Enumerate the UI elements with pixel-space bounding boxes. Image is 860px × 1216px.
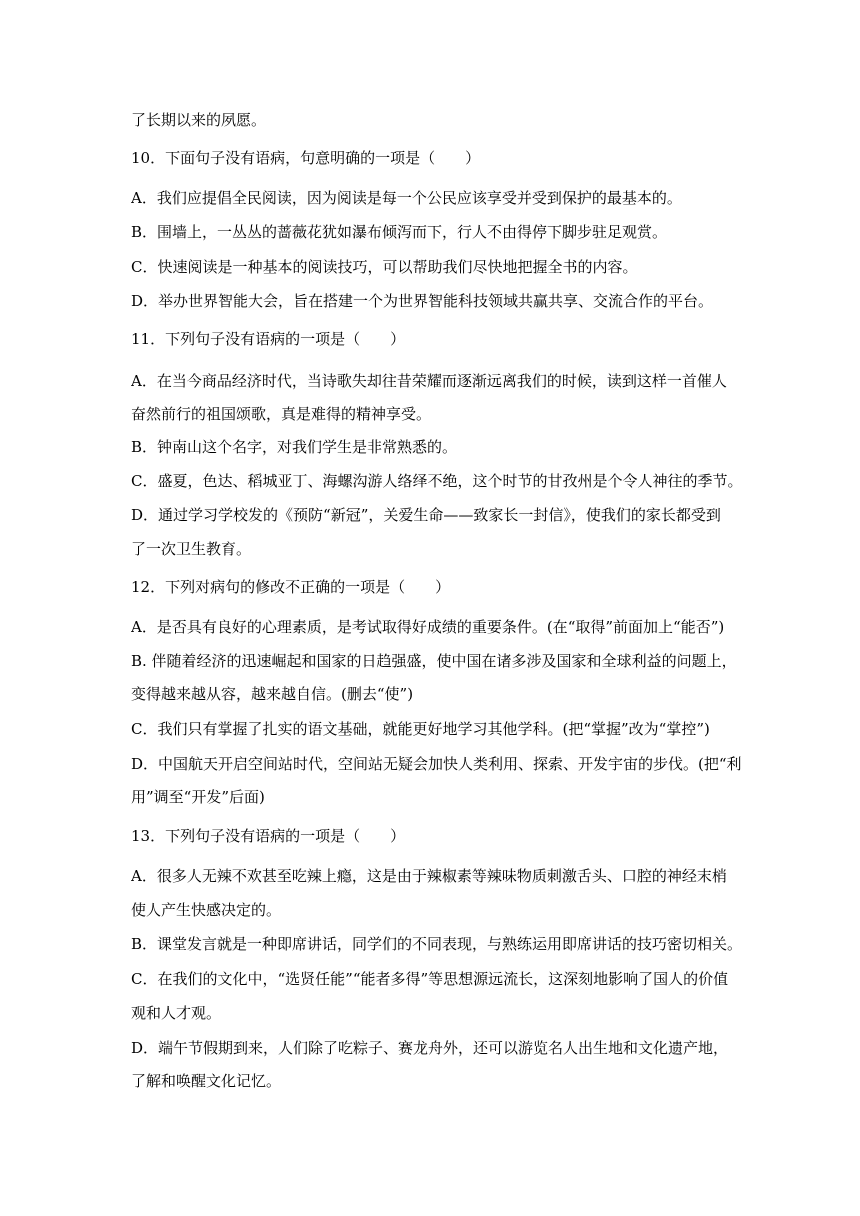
question-12-stem: 12．下列对病句的修改不正确的一项是（ ） <box>131 578 451 596</box>
question-10-option-a: A．我们应提倡全民阅读，因为阅读是每一个公民应该享受并受到保护的最基本的。 <box>131 189 682 207</box>
question-12-option-a: A．是否具有良好的心理素质，是考试取得好成绩的重要条件。(在“取得”前面加上“能否”) <box>131 618 725 636</box>
question-10-stem: 10．下面句子没有语病，句意明确的一项是（ ） <box>131 149 481 167</box>
question-13-option-c-cont: 观和人才观。 <box>131 1004 222 1022</box>
question-11-option-d: D．通过学习学校发的《预防“新冠”，关爱生命——致家长一封信》，使我们的家长都受到 <box>131 506 721 524</box>
text-line: 了长期以来的夙愿。 <box>131 111 267 129</box>
question-11-stem: 11．下列句子没有语病的一项是（ ） <box>131 330 406 348</box>
question-12-option-d: D．中国航天开启空间站时代，空间站无疑会加快人类利用、探索、开发宇宙的步伐。(把“利 <box>131 755 742 773</box>
question-13-option-a-cont: 使人产生快感决定的。 <box>131 901 282 919</box>
question-10-option-b: B．围墙上，一丛丛的蔷薇花犹如瀑布倾泻而下，行人不由得停下脚步驻足观赏。 <box>131 223 668 241</box>
question-12-option-b: B. 伴随着经济的迅速崛起和国家的日趋强盛，使中国在诸多涉及国家和全球利益的问题上， <box>131 652 737 670</box>
question-13-stem: 13．下列句子没有语病的一项是（ ） <box>131 827 406 845</box>
question-12-option-c: C．我们只有掌握了扎实的语文基础，就能更好地学习其他学科。(把“掌握”改为“掌控”) <box>131 720 710 738</box>
question-10-option-d: D．举办世界智能大会，旨在搭建一个为世界智能科技领域共赢共享、交流合作的平台。 <box>131 292 714 310</box>
question-11-option-c: C．盛夏，色达、稻城亚丁、海螺沟游人络绎不绝，这个时节的甘孜州是个令人神往的季节。 <box>131 472 743 490</box>
question-13-option-a: A．很多人无辣不欢甚至吃辣上瘾，这是由于辣椒素等辣味物质刺激舌头、口腔的神经末梢 <box>131 867 727 885</box>
question-13-option-d: D．端午节假期到来，人们除了吃粽子、赛龙舟外，还可以游览名人出生地和文化遗产地， <box>131 1039 729 1057</box>
question-12-option-d-cont: 用”调至“开发”后面) <box>131 788 265 806</box>
question-12-option-b-cont: 变得越来越从容，越来越自信。(删去“使”) <box>131 685 414 703</box>
question-10-option-c: C．快速阅读是一种基本的阅读技巧，可以帮助我们尽快地把握全书的内容。 <box>131 258 638 276</box>
question-11-option-d-cont: 了一次卫生教育。 <box>131 540 252 558</box>
question-13-option-d-cont: 了解和唤醒文化记忆。 <box>131 1072 282 1090</box>
question-11-option-b: B．钟南山这个名字，对我们学生是非常熟悉的。 <box>131 438 458 456</box>
question-13-option-b: B．课堂发言就是一种即席讲话，同学们的不同表现，与熟练运用即席讲话的技巧密切相关。 <box>131 935 743 953</box>
question-13-option-c: C．在我们的文化中，“选贤任能”“能者多得”等思想源远流长，这深刻地影响了国人的价值 <box>131 970 729 988</box>
question-11-option-a-cont: 奋然前行的祖国颂歌，真是难得的精神享受。 <box>131 405 432 423</box>
question-11-option-a: A．在当今商品经济时代，当诗歌失却往昔荣耀而逐渐远离我们的时候，读到这样一首催人 <box>131 372 727 390</box>
